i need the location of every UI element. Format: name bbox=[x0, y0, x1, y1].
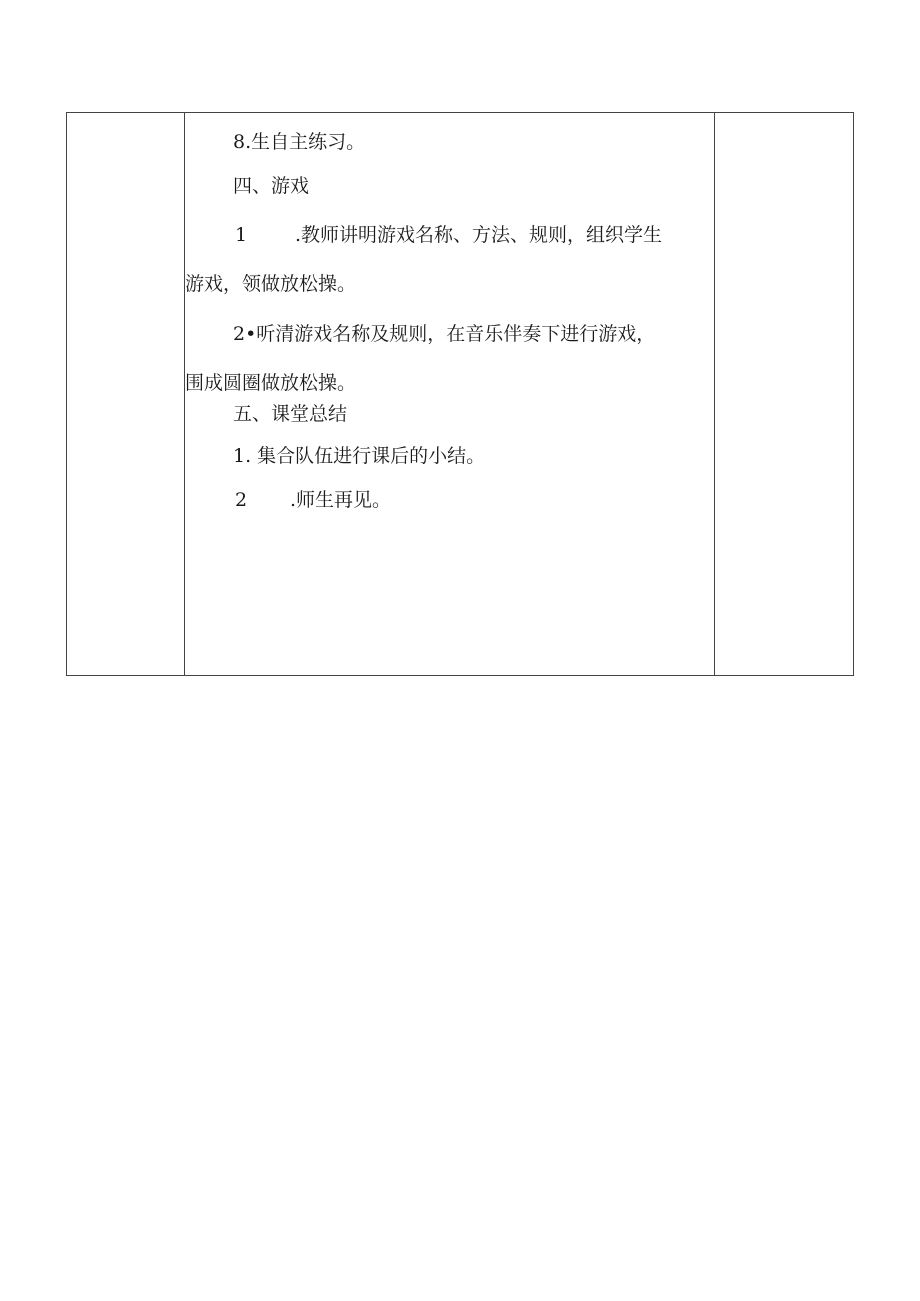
left-cell bbox=[67, 113, 184, 675]
line-game-relax-exercise: 游戏，领做放松操。 bbox=[185, 273, 357, 295]
line-teacher-explains-game: .教师讲明游戏名称、方法、规则，组织学生 bbox=[295, 224, 663, 246]
line-self-practice: 8.生自主练习。 bbox=[233, 131, 366, 153]
line-circle-relax: 围成圆圈做放松操。 bbox=[185, 372, 357, 394]
section-heading-summary: 五、课堂总结 bbox=[233, 403, 348, 425]
item-number-2: 2 bbox=[235, 489, 248, 511]
item-number-1: 1 bbox=[235, 224, 248, 246]
line-assemble-summary: 1. 集合队伍进行课后的小结。 bbox=[233, 445, 486, 467]
right-cell bbox=[715, 113, 853, 675]
content-cell bbox=[185, 113, 714, 675]
line-goodbye: .师生再见。 bbox=[290, 489, 392, 511]
section-heading-game: 四、游戏 bbox=[233, 175, 310, 197]
line-listen-rules: 2•听清游戏名称及规则，在音乐伴奏下进行游戏， bbox=[233, 323, 656, 345]
lesson-plan-table bbox=[66, 112, 854, 676]
